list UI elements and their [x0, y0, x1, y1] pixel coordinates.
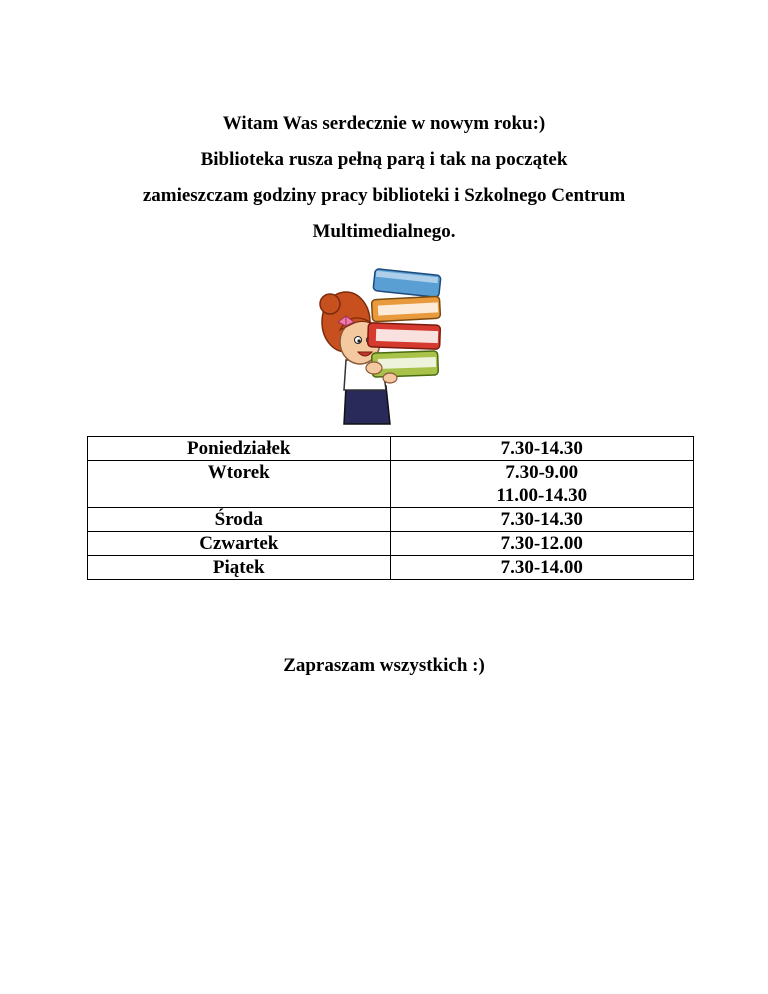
day-cell — [88, 532, 391, 556]
intro-line-announcement: Biblioteka rusza pełną parą i tak na początek — [200, 149, 568, 170]
girl-carrying-books-icon — [316, 264, 446, 430]
day-label: Środa — [214, 509, 263, 530]
table-row — [88, 437, 694, 461]
hours-value: 7.30-14.00 — [500, 557, 583, 578]
hours-cell — [390, 437, 693, 461]
hours-value: 7.30-14.30 — [500, 438, 583, 459]
hours-value: 11.00-14.30 — [496, 485, 588, 506]
hours-cell — [390, 508, 693, 532]
closing-text: Zapraszam wszystkich :) — [283, 655, 485, 676]
table-row — [88, 532, 694, 556]
day-cell — [88, 437, 391, 461]
hours-value: 7.30-12.00 — [500, 533, 583, 554]
day-cell — [88, 556, 391, 580]
table-row — [88, 461, 694, 508]
hours-cell — [390, 556, 693, 580]
day-cell — [88, 508, 391, 532]
table-row — [88, 556, 694, 580]
table-row — [88, 508, 694, 532]
intro-line-greeting: Witam Was serdecznie w nowym roku:) — [222, 113, 546, 134]
hours-cell — [390, 532, 693, 556]
library-hours-table — [87, 436, 694, 580]
day-label: Piątek — [212, 557, 265, 578]
hours-cell — [390, 461, 693, 508]
hours-value: 7.30-9.00 — [505, 462, 579, 483]
hours-value: 7.30-14.30 — [500, 509, 583, 530]
day-label: Wtorek — [207, 462, 270, 483]
day-label: Poniedziałek — [187, 438, 291, 459]
intro-line-center-name: Multimedialnego. — [312, 221, 456, 242]
day-label: Czwartek — [199, 533, 279, 554]
intro-line-hours-info: zamieszczam godziny pracy biblioteki i Szkolnego Centrum — [142, 185, 626, 206]
intro-text — [0, 106, 768, 250]
day-cell — [88, 461, 391, 508]
